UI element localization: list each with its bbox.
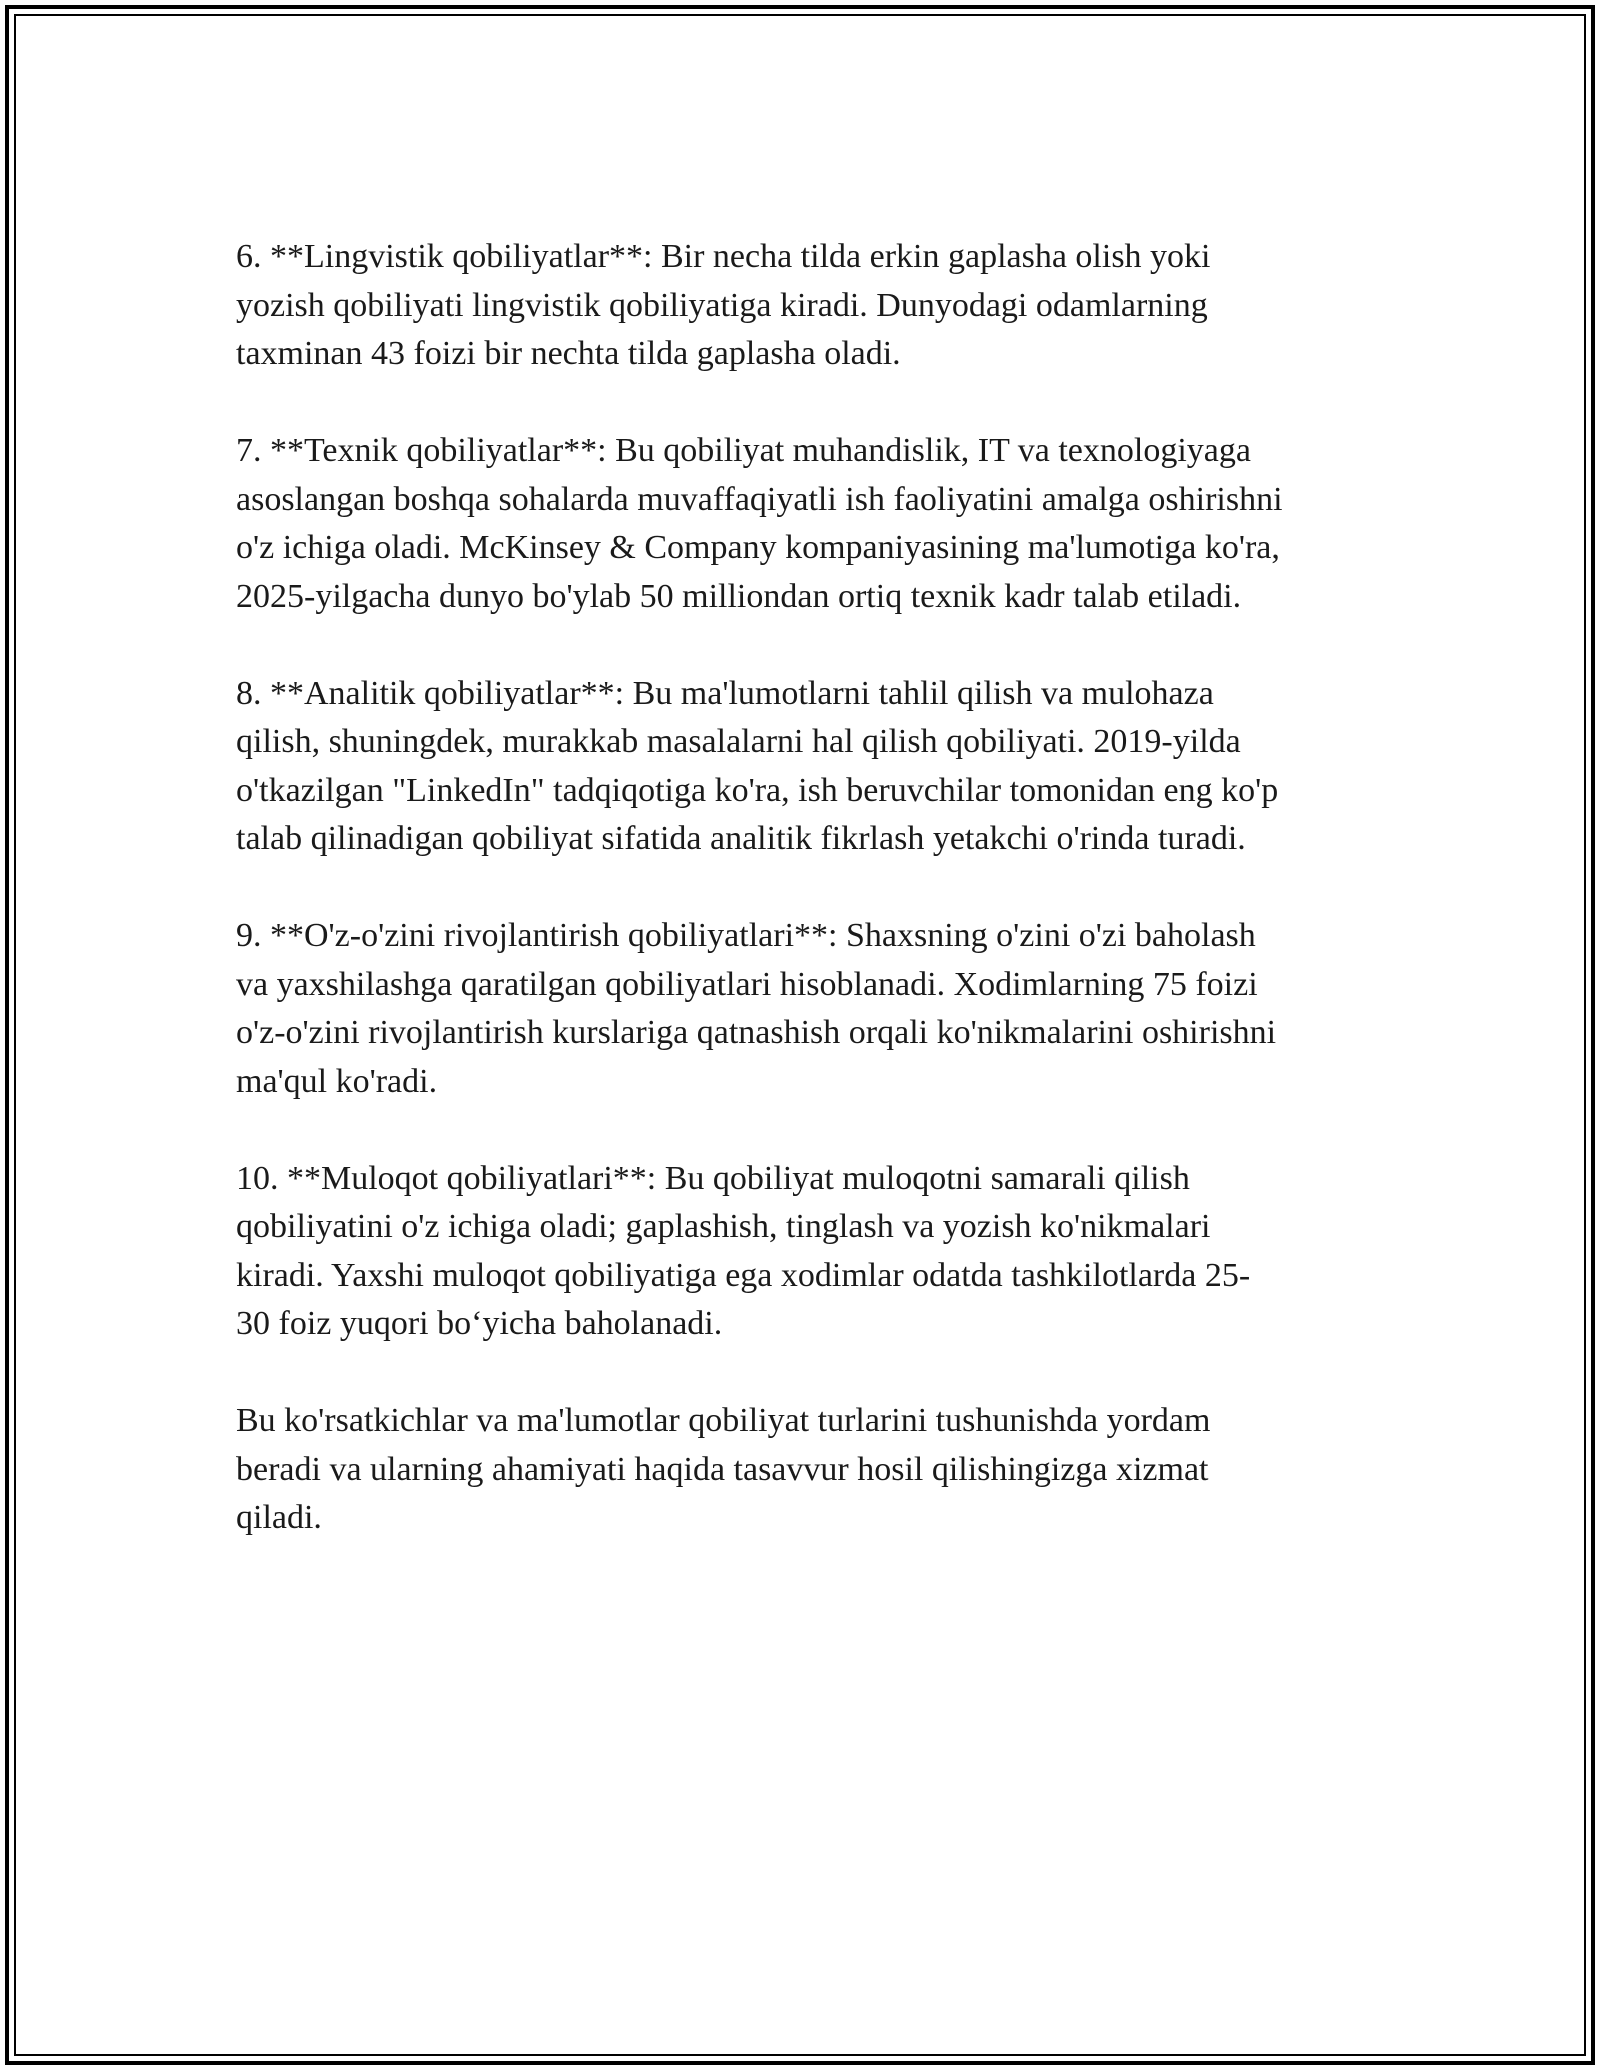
text-line: kiradi. Yaxshi muloqot qobiliyatiga ega xodimlar odatda tashkilotlarda 25-: [236, 1256, 1251, 1294]
text-line: o'z ichiga oladi. McKinsey & Company kompaniyasining ma'lumotiga ko'ra,: [236, 529, 1280, 566]
text-line: 2025-yilgacha dunyo bo'ylab 50 milliondan ortiq texnik kadr talab etiladi.: [236, 577, 1242, 615]
text-line: 8. **Analitik qobiliyatlar**: Bu ma'lumotlarni tahlil qilish va mulohaza: [236, 674, 1214, 712]
text-line: 6. **Lingvistik qobiliyatlar**: Bir necha tilda erkin gaplasha olish yoki: [236, 238, 1211, 275]
text-line: va yaxshilashga qaratilgan qobiliyatlari hisoblanadi. Xodimlarning 75 foizi: [236, 965, 1258, 1003]
text-line: 9. **O'z-o'zini rivojlantirish qobiliyatlari**: Shaxsning o'zini o'zi baholash: [236, 917, 1256, 954]
text-line: yozish qobiliyati lingvistik qobiliyatiga kiradi. Dunyodagi odamlarning: [236, 286, 1208, 324]
text-line: qobiliyatini o'z ichiga oladi; gaplashish, tinglash va yozish ko'nikmalari: [236, 1208, 1211, 1245]
paragraph-conclusion: [236, 1397, 1386, 1543]
text-line: 10. **Muloqot qobiliyatlari**: Bu qobiliyat muloqotni samarali qilish: [236, 1159, 1190, 1197]
text-line: taxminan 43 foizi bir nechta tilda gaplasha oladi.: [236, 335, 901, 372]
paragraph-analitik: [236, 670, 1386, 864]
text-line: 7. **Texnik qobiliyatlar**: Bu qobiliyat muhandislik, IT va texnologiyaga: [236, 432, 1251, 469]
text-line: qiladi.: [236, 1499, 322, 1536]
text-line: asoslangan boshqa sohalarda muvaffaqiyatli ish faoliyatini amalga oshirishni: [236, 480, 1283, 518]
text-line: o'z-o'zini rivojlantirish kurslariga qatnashish orqali ko'nikmalarini oshirishni: [236, 1014, 1277, 1051]
paragraph-muloqot: [236, 1155, 1386, 1349]
paragraph-rivojlantirish: [236, 912, 1386, 1106]
text-line: talab qilinadigan qobiliyat sifatida analitik fikrlash yetakchi o'rinda turadi.: [236, 820, 1246, 857]
text-line: Bu ko'rsatkichlar va ma'lumotlar qobiliyat turlarini tushunishda yordam: [236, 1402, 1211, 1439]
text-line: ma'qul ko'radi.: [236, 1062, 438, 1100]
text-line: 30 foiz yuqori bo‘yicha baholanadi.: [236, 1305, 723, 1342]
text-line: qilish, shuningdek, murakkab masalalarni hal qilish qobiliyati. 2019-yilda: [236, 723, 1241, 760]
text-line: o'tkazilgan "LinkedIn" tadqiqotiga ko'ra, ish beruvchilar tomonidan eng ko'p: [236, 771, 1279, 809]
paragraph-lingvistik: [236, 233, 1386, 379]
document-body: [236, 233, 1386, 1591]
paragraph-texnik: [236, 427, 1386, 621]
text-line: beradi va ularning ahamiyati haqida tasavvur hosil qilishingizga xizmat: [236, 1450, 1209, 1488]
